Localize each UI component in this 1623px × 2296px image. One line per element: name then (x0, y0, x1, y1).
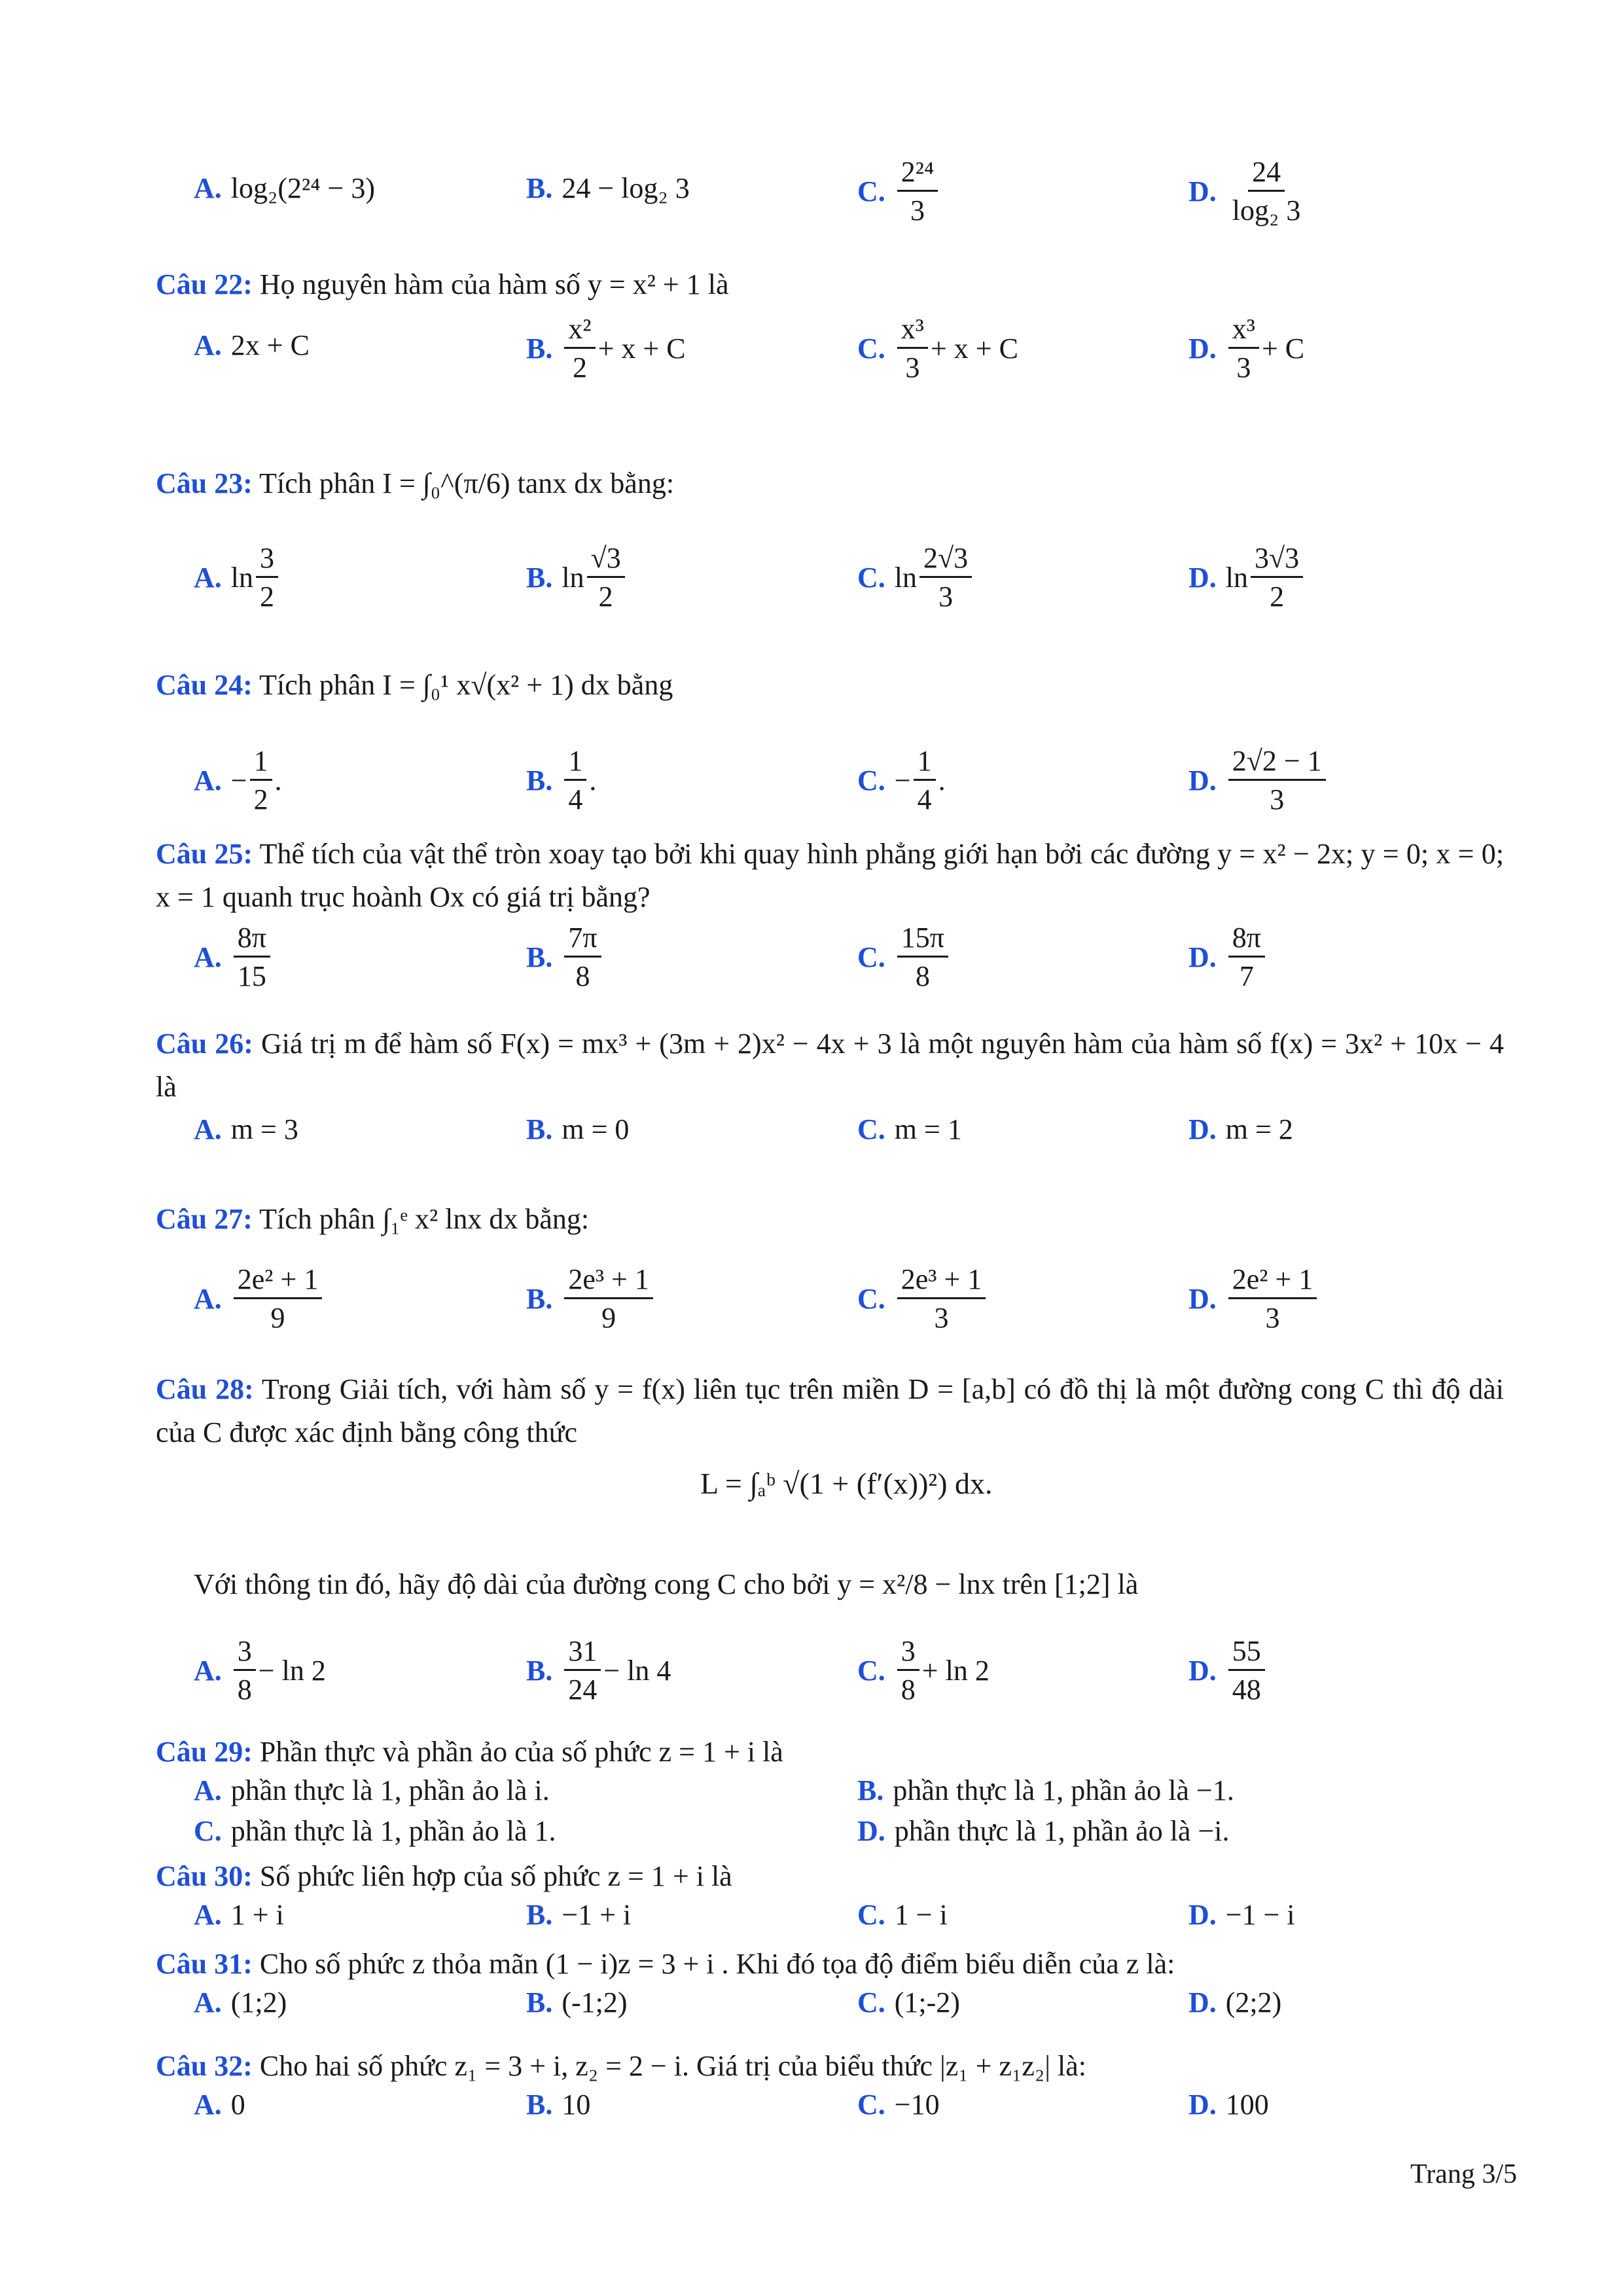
question-28: Câu 28: Trong Giải tích, với hàm số y = f(x) liên tục trên miền D = [a,b] có đồ thị là một đường cong C thì độ dài của C được xác định bằng công thức (156, 1373, 1504, 1448)
question-25: Câu 25: Thể tích của vật thể tròn xoay tạo bởi khi quay hình phẳng giới hạn bởi các đường y = x² − 2x; y = 0; x = 0; x = 1 quanh trục hoành Ox có giá trị bằng? (156, 838, 1504, 913)
q27-option-b[interactable]: B. $\frac{\text{2e³ + 1}}{9}$ (526, 1265, 656, 1333)
q22-option-d[interactable]: D. $\frac{\text{x³}}{3}$ + C (1188, 313, 1305, 384)
question-28-followup: Với thông tin đó, hãy độ dài của đường cong C cho bởi y = x²/8 − lnx trên [1;2] là (194, 1568, 1139, 1600)
q30-option-c[interactable]: C. 1 − i (857, 1899, 948, 1931)
question-31: Câu 31: Cho số phức z thỏa mãn (1 − i)z = 3 + i . Khi đó tọa độ điểm biểu diễn của z là: (156, 1948, 1175, 1980)
q21-option-c[interactable]: C. $\frac{\text{2²⁴}}{3}$ (857, 157, 940, 226)
q22-option-c[interactable]: C. $\frac{\text{x³}}{3}$ + x + C (857, 313, 1018, 384)
q25-option-d[interactable]: D. $\frac{8\pi}{7}$ (1188, 923, 1268, 992)
q32-option-a[interactable]: A. 0 (194, 2089, 245, 2121)
q30-option-b[interactable]: B. −1 + i (526, 1899, 632, 1931)
q32-option-d[interactable]: D. 100 (1188, 2089, 1269, 2121)
question-24: Câu 24: Tích phân I = ∫₀¹ x√(x² + 1) dx bằng (156, 669, 673, 701)
q24-option-c[interactable]: C. − $\frac{1}{4}$ . (857, 745, 946, 816)
q26-option-b[interactable]: B. m = 0 (526, 1113, 630, 1145)
q31-option-d[interactable]: D. (2;2) (1188, 1986, 1282, 2018)
arc-length-formula: L = ∫ₐᵇ √(1 + (f′(x))²) dx. (700, 1467, 993, 1500)
q32-option-c[interactable]: C. −10 (857, 2089, 940, 2121)
q32-option-b[interactable]: B. 10 (526, 2089, 591, 2121)
q28-option-c[interactable]: C. $\frac{3}{8}$ + ln 2 (857, 1635, 990, 1706)
question-29: Câu 29: Phần thực và phần ảo của số phức z = 1 + i là (156, 1736, 783, 1768)
question-26: Câu 26: Giá trị m để hàm số F(x) = mx³ + (3m + 2)x² − 4x + 3 là một nguyên hàm của hàm số f(x) = 3x² + 10x − 4 là (156, 1028, 1505, 1103)
q26-option-d[interactable]: D. m = 2 (1188, 1113, 1293, 1145)
q26-option-c[interactable]: C. m = 1 (857, 1113, 962, 1145)
q21-option-d[interactable]: D. $\frac{24}{\text{log₂ 3}}$ (1188, 157, 1307, 226)
q29-option-c[interactable]: C. phần thực là 1, phần ảo là 1. (194, 1815, 556, 1847)
fraction: $\frac{\text{2²⁴}}{3}$ (897, 157, 938, 226)
q23-option-b[interactable]: B. ln $\frac{√3}{2}$ (526, 543, 628, 612)
q24-option-a[interactable]: A. − $\frac{1}{2}$ . (194, 745, 282, 816)
q23-option-c[interactable]: C. ln $\frac{2√3}{3}$ (857, 543, 974, 612)
q27-option-c[interactable]: C. $\frac{\text{2e³ + 1}}{3}$ (857, 1265, 988, 1333)
q25-option-c[interactable]: C. $\frac{15\pi}{8}$ (857, 923, 951, 992)
q24-option-d[interactable]: D. $\frac{2√2 - 1}{3}$ (1188, 746, 1329, 815)
q31-option-c[interactable]: C. (1;-2) (857, 1986, 960, 2018)
page-number: Trang 3/5 (1410, 2159, 1517, 2189)
q23-option-d[interactable]: D. ln $\frac{3√3}{2}$ (1188, 543, 1306, 612)
q31-option-a[interactable]: A. (1;2) (194, 1986, 287, 2018)
question-27: Câu 27: Tích phân ∫₁ᵉ x² lnx dx bằng: (156, 1203, 590, 1235)
question-32: Câu 32: Cho hai số phức z₁ = 3 + i, z₂ = 2 − i. Giá trị của biểu thức |z₁ + z₁z₂| là: (156, 2050, 1087, 2082)
q30-option-d[interactable]: D. −1 − i (1188, 1899, 1295, 1931)
q27-option-d[interactable]: D. $\frac{\text{2e² + 1}}{3}$ (1188, 1265, 1319, 1333)
q21-option-b[interactable]: B. 24 − log₂ 3 (526, 172, 690, 204)
question-23: Câu 23: Tích phân I = ∫₀^(π/6) tanx dx bằng: (156, 467, 675, 499)
q26-option-a[interactable]: A. m = 3 (194, 1113, 298, 1145)
q24-option-b[interactable]: B. $\frac{1}{4}$ . (526, 745, 597, 816)
q21-option-a[interactable]: A. log₂(2²⁴ − 3) (194, 172, 375, 204)
q30-option-a[interactable]: A. 1 + i (194, 1899, 284, 1931)
q29-option-d[interactable]: D. phần thực là 1, phần ảo là −i. (857, 1815, 1230, 1847)
q31-option-b[interactable]: B. (-1;2) (526, 1986, 628, 2018)
q28-option-a[interactable]: A. $\frac{3}{8}$ − ln 2 (194, 1635, 326, 1706)
q27-option-a[interactable]: A. $\frac{\text{2e² + 1}}{9}$ (194, 1265, 325, 1333)
fraction: $\frac{24}{\text{log₂ 3}}$ (1232, 156, 1301, 227)
q25-option-a[interactable]: A. $\frac{8\pi}{15}$ (194, 923, 273, 992)
q23-option-a[interactable]: A. ln $\frac{3}{2}$ (194, 543, 281, 612)
q22-option-b[interactable]: B. $\frac{\text{x²}}{2}$ + x + C (526, 313, 686, 384)
q29-option-a[interactable]: A. phần thực là 1, phần ảo là i. (194, 1774, 550, 1806)
q25-option-b[interactable]: B. $\frac{7\pi}{8}$ (526, 923, 604, 992)
q29-option-b[interactable]: B. phần thực là 1, phần ảo là −1. (857, 1774, 1234, 1806)
q22-option-a[interactable]: A. 2x + C (194, 329, 310, 361)
question-22: Câu 22: Họ nguyên hàm của hàm số y = x² + 1 là (156, 268, 729, 300)
question-30: Câu 30: Số phức liên hợp của số phức z = 1 + i là (156, 1860, 732, 1892)
q28-option-d[interactable]: D. $\frac{55}{48}$ (1188, 1636, 1268, 1705)
q28-option-b[interactable]: B. $\frac{31}{24}$ − ln 4 (526, 1635, 671, 1706)
